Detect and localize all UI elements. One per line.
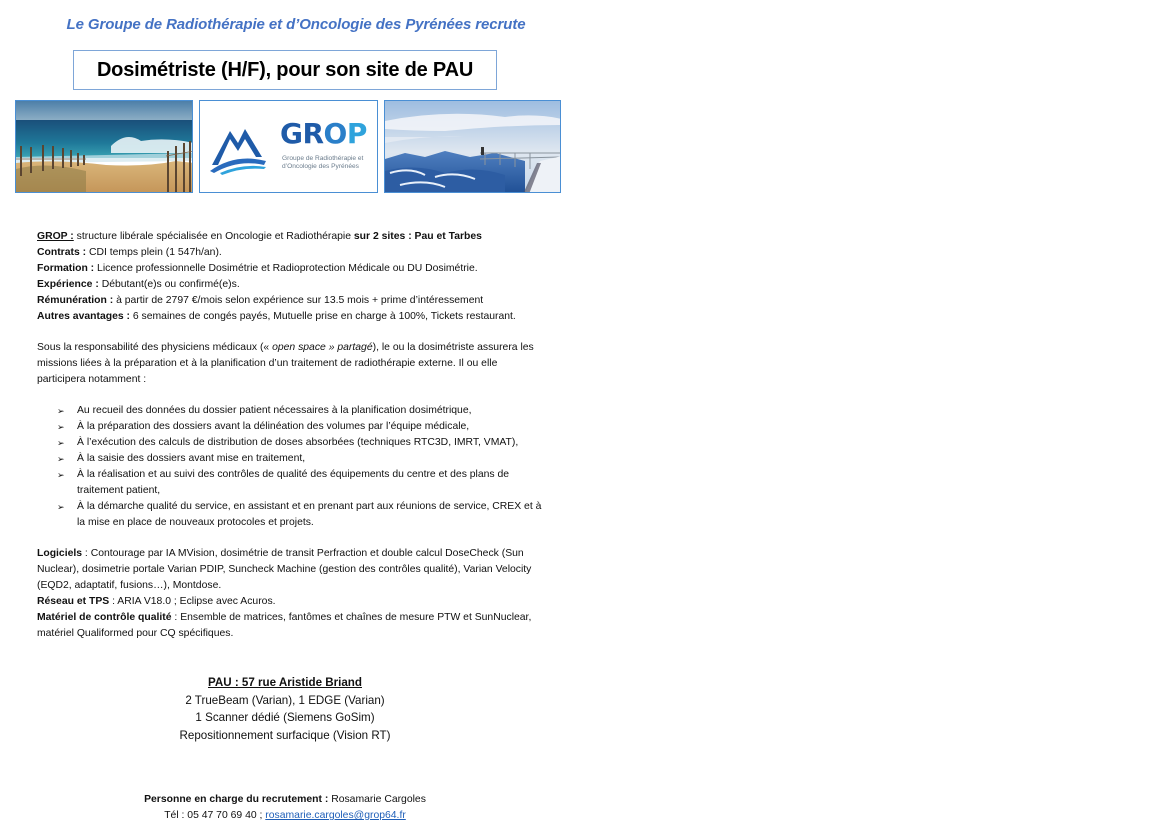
arrow-bullet-icon: ➢ bbox=[57, 406, 65, 416]
info-experience: Expérience : Débutant(e)s ou confirmé(e)s. bbox=[37, 279, 240, 290]
info-training: Formation : Licence professionnelle Dosimétrie et Radioprotection Médicale ou DU Dosimétrie. bbox=[37, 263, 478, 274]
info-benefits: Autres avantages : 6 semaines de congés payés, Mutuelle prise en charge à 100%, Tickets restaurant. bbox=[37, 311, 516, 322]
job-info-block bbox=[37, 229, 557, 325]
mission-item: ➢ Au recueil des données du dossier patient nécessaires à la planification dosimétrique, bbox=[57, 403, 542, 419]
tools-block bbox=[37, 546, 542, 642]
mission-item: ➢ À la réalisation et au suivi des contrôles de qualité des équipements du centre et des plans de traitement patient, bbox=[57, 469, 510, 496]
tools-software: Logiciels : Contourage par IA MVision, dosimétrie de transit Perfraction et double calcul DoseCheck (Sun Nuclear), dosimetrie portale Varian PDIP, Suncheck Machine (gestion des contrôles qualité), Varian Velocity (EQD2, adaptatif, fusions…), Montdose. bbox=[37, 548, 532, 591]
arrow-bullet-icon: ➢ bbox=[57, 470, 65, 480]
arrow-bullet-icon: ➢ bbox=[57, 502, 65, 512]
recruiter-phone-email-line: Tél : 05 47 70 69 40 ; rosamarie.cargoles@grop64.fr bbox=[164, 810, 406, 821]
recruiter-email-link[interactable]: rosamarie.cargoles@grop64.fr bbox=[265, 810, 406, 821]
info-salary: Rémunération : à partir de 2797 €/mois selon expérience sur 13.5 mois + prime d’intéressement bbox=[37, 295, 484, 306]
recruiter-name-line: Personne en charge du recrutement : Rosamarie Cargoles bbox=[144, 794, 426, 805]
grop-logo-subtitle: Groupe de Radiothérapie et d’Oncologie des Pyrénées bbox=[282, 155, 364, 170]
mission-item: ➢ À la préparation des dossiers avant la délinéation des volumes par l’équipe médicale, bbox=[57, 419, 542, 435]
tools-network: Réseau et TPS : ARIA V18.0 ; Eclipse avec Acuros. bbox=[37, 596, 276, 607]
tools-qa: Matériel de contrôle qualité : Ensemble de matrices, fantômes et chaînes de mesure PTW et SunNuclear, matériel Qualiformed pour CQ spécifiques. bbox=[37, 612, 532, 639]
mission-item: ➢ À la saisie des dossiers avant mise en traitement, bbox=[57, 451, 542, 467]
site-address: PAU : 57 rue Aristide Briand bbox=[208, 676, 362, 689]
arrow-bullet-icon: ➢ bbox=[57, 422, 65, 432]
grop-logo-wordmark: GROP bbox=[280, 117, 367, 150]
info-grop: GROP : structure libérale spécialisée en Oncologie et Radiothérapie sur 2 sites : Pau et Tarbes bbox=[37, 231, 482, 242]
info-contracts: Contrats : CDI temps plein (1 547h/an). bbox=[37, 247, 222, 258]
site-details bbox=[130, 674, 440, 744]
arrow-bullet-icon: ➢ bbox=[57, 454, 65, 464]
recruitment-tagline: Le Groupe de Radiothérapie et d’Oncologie des Pyrénées recrute bbox=[66, 16, 526, 33]
arrow-bullet-icon: ➢ bbox=[57, 438, 65, 448]
site-equipment-line: 1 Scanner dédié (Siemens GoSim) bbox=[195, 711, 375, 724]
job-title: Dosimétriste (H/F), pour son site de PAU bbox=[96, 58, 474, 81]
mission-item: ➢ À l’exécution des calculs de distribution de doses absorbées (techniques RTC3D, IMRT, VMAT), bbox=[57, 435, 542, 451]
missions-list bbox=[57, 403, 542, 531]
job-title-box bbox=[73, 50, 497, 90]
mission-item: ➢ À la démarche qualité du service, en assistant et en prenant part aux réunions de service, CREX et à la mise en place de nouveaux protocoles et projets. bbox=[57, 501, 542, 528]
site-equipment-line: 2 TrueBeam (Varian), 1 EDGE (Varian) bbox=[185, 693, 385, 707]
grop-logo-frame bbox=[199, 100, 378, 193]
mountain-photo bbox=[384, 100, 561, 193]
mission-intro: Sous la responsabilité des physiciens médicaux (« open space » partagé), le ou la dosimétriste assurera les missions liées à la préparation et à la planification d’un traitement de radiothérapie externe. Il ou elle participera notamment : bbox=[37, 342, 534, 385]
beach-image-icon bbox=[16, 101, 193, 193]
mountain-image-icon bbox=[385, 101, 561, 193]
site-equipment-line: Repositionnement surfacique (Vision RT) bbox=[179, 728, 391, 742]
recruiter-contact bbox=[130, 792, 440, 824]
beach-photo bbox=[15, 100, 193, 193]
